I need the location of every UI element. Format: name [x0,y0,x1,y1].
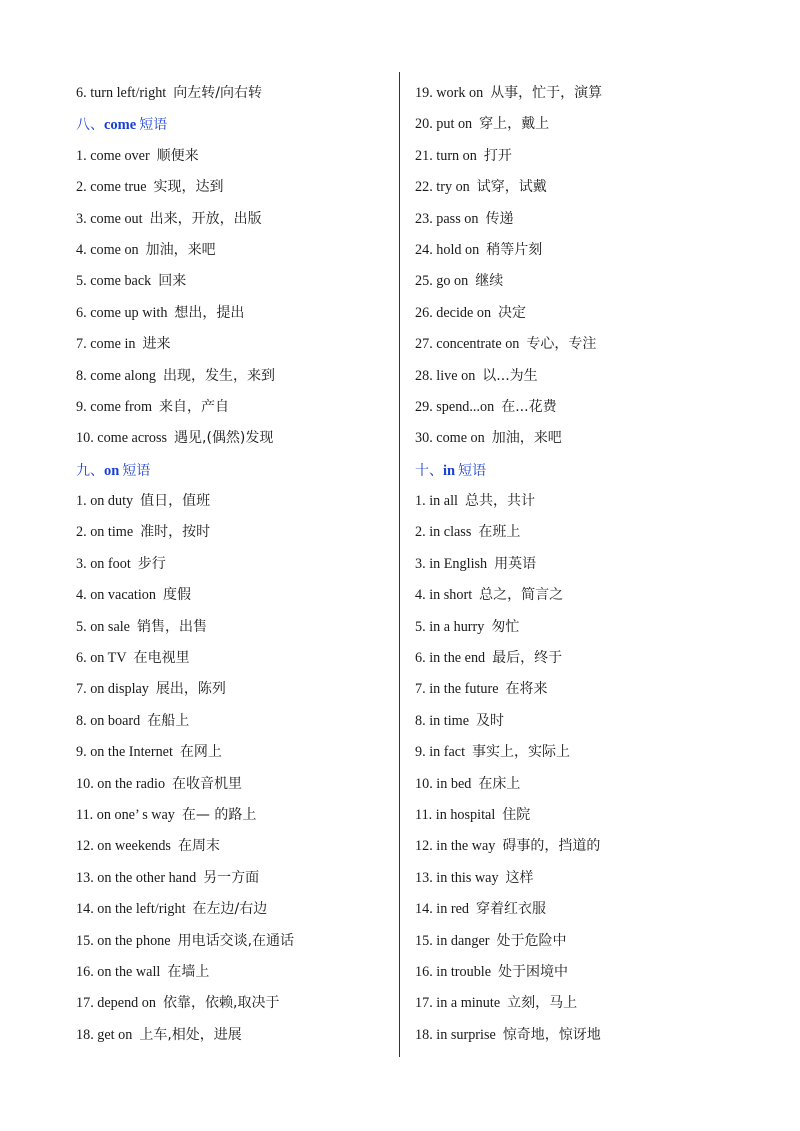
phrase-item [415,109,785,140]
phrase-en: 27. concentrate on [415,336,520,353]
phrase-zh: 加油，来吧 [491,430,562,447]
phrase-zh: 决定 [498,304,527,321]
phrase-zh: 在— 的路上 [181,806,257,823]
phrase-en: 19. work on [415,85,484,101]
section-heading-on [76,455,394,486]
phrase-zh: 以...为生 [482,367,538,384]
phrase-item [76,235,394,266]
phrase-zh: 在将来 [505,681,548,698]
phrase-zh: 专心，专注 [526,336,597,353]
phrase-zh: 继续 [475,273,504,290]
phrase-item [76,706,394,737]
heading-keyword: on [104,462,120,479]
phrase-en: 11. on one’ s way [76,806,175,823]
phrase-item [415,298,785,329]
phrase-item [415,266,785,297]
phrase-item [415,988,785,1019]
phrase-zh: 步行 [137,555,166,572]
phrase-item [415,894,785,925]
phrase-zh: 另一方面 [203,869,260,886]
phrase-en: 11. in hospital [415,806,496,823]
phrase-item [76,580,394,611]
phrase-en: 6. turn left/right [76,85,167,101]
phrase-item [415,361,785,392]
phrase-zh: 碍事的，挡道的 [502,838,601,855]
phrase-en: 13. on the other hand [76,869,197,886]
phrase-item [415,423,785,454]
phrase-en: 15. on the phone [76,932,171,949]
phrase-item [415,957,785,988]
phrase-zh: 想出，提出 [174,304,245,321]
phrase-zh: 从事，忙于，演算 [490,85,603,101]
phrase-item [76,298,394,329]
phrase-item [76,172,394,203]
heading-keyword: come [104,117,137,134]
in-phrase-list [415,486,785,1051]
phrase-item [76,392,394,423]
phrase-en: 3. on foot [76,555,131,572]
phrase-zh: 销售，出售 [136,618,207,635]
phrase-en: 8. on board [76,712,141,729]
phrase-item [415,549,785,580]
phrase-en: 5. in a hurry [415,618,485,635]
on-phrase-list-continued [415,78,785,455]
phrase-en: 6. in the end [415,650,486,667]
phrase-item [76,863,394,894]
heading-label: 短语 [139,117,168,134]
heading-number: 十、 [415,462,443,479]
phrase-zh: 在船上 [147,712,190,729]
phrase-en: 26. decide on [415,304,492,321]
phrase-item [415,486,785,517]
phrase-zh: 事实上，实际上 [472,744,571,761]
column-divider [399,72,400,1057]
phrase-item [76,423,394,454]
phrase-en: 25. go on [415,273,469,290]
phrase-zh: 遇见,(偶然)发现 [174,430,274,447]
phrase-item [76,643,394,674]
phrase-item [415,769,785,800]
phrase-item [76,204,394,235]
phrase-zh: 向左转/向右转 [173,85,262,101]
phrase-item [415,235,785,266]
phrase-zh: 展出，陈列 [155,681,226,698]
phrase-zh: 依靠，依赖,取决于 [163,995,280,1012]
heading-number: 九、 [76,462,104,479]
phrase-item [415,643,785,674]
phrase-zh: 穿上，戴上 [479,116,550,133]
phrase-en: 28. live on [415,367,476,384]
phrase-item [76,894,394,925]
phrase-en: 17. in a minute [415,995,501,1012]
phrase-item [415,517,785,548]
phrase-en: 1. come over [76,147,150,164]
phrase-zh: 处于困境中 [498,963,569,980]
phrase-zh: 在左边/右边 [192,901,268,918]
phrase-zh: 在班上 [478,524,521,541]
phrase-en: 7. on display [76,681,149,698]
phrase-zh: 上车,相处，进展 [139,1026,242,1043]
phrase-item [76,266,394,297]
phrase-en: 7. in the future [415,681,499,698]
phrase-en: 3. in English [415,555,488,572]
phrase-item [415,172,785,203]
section-heading-in [415,455,785,486]
phrase-zh: 匆忙 [491,618,520,635]
phrase-en: 1. on duty [76,493,134,510]
phrase-en: 17. depend on [76,995,156,1012]
phrase-zh: 稍等片刻 [486,241,543,258]
phrase-en: 9. on the Internet [76,744,173,761]
phrase-item [76,769,394,800]
phrase-zh: 在周末 [177,838,220,855]
phrase-zh: 试穿，试戴 [476,179,547,196]
phrase-zh: 实现，达到 [153,179,224,196]
phrase-en: 10. come across [76,430,168,447]
phrase-en: 16. on the wall [76,963,161,980]
left-lead-list [76,78,394,109]
phrase-en: 24. hold on [415,241,480,258]
phrase-en: 5. on sale [76,618,130,635]
phrase-en: 2. come true [76,179,147,196]
phrase-zh: 打开 [483,147,512,164]
section-heading-come [76,109,394,140]
phrase-zh: 出现，发生，来到 [162,367,275,384]
phrase-en: 20. put on [415,116,473,133]
phrase-en: 23. pass on [415,210,479,227]
phrase-item [415,1020,785,1051]
phrase-en: 14. in red [415,901,469,918]
phrase-item [76,988,394,1019]
phrase-item [415,580,785,611]
phrase-en: 16. in trouble [415,963,492,980]
phrase-item [76,549,394,580]
on-phrase-list [76,486,394,1051]
heading-number: 八、 [76,117,104,134]
phrase-item [415,926,785,957]
phrase-item [76,361,394,392]
phrase-zh: 用电话交谈,在通话 [177,932,295,949]
phrase-zh: 穿着红衣服 [475,901,546,918]
phrase-zh: 处于危险中 [496,932,567,949]
phrase-zh: 在墙上 [167,963,210,980]
phrase-en: 8. in time [415,712,469,729]
phrase-item [415,800,785,831]
phrase-item [415,863,785,894]
phrase-zh: 及时 [476,712,504,729]
phrase-zh: 总之，简言之 [479,587,564,604]
phrase-zh: 回来 [158,273,187,290]
phrase-zh: 在网上 [179,744,222,761]
phrase-en: 10. in bed [415,775,472,792]
phrase-zh: 住院 [502,806,531,823]
phrase-zh: 立刻，马上 [507,995,578,1012]
phrase-en: 2. in class [415,524,472,541]
phrase-item [76,674,394,705]
phrase-item [415,737,785,768]
phrase-item [415,141,785,172]
come-phrase-list [76,141,394,455]
phrase-en: 29. spend...on [415,398,495,415]
phrase-zh: 用英语 [494,555,537,572]
phrase-zh: 在电视里 [133,650,190,667]
phrase-item [76,831,394,862]
phrase-en: 3. come out [76,210,143,227]
phrase-item [415,674,785,705]
phrase-zh: 最后，终于 [492,650,563,667]
phrase-zh: 在...花费 [501,398,557,415]
phrase-en: 6. on TV [76,650,127,667]
phrase-item [415,78,785,109]
phrase-en: 9. in fact [415,744,466,761]
phrase-zh: 度假 [162,587,191,604]
phrase-item [415,204,785,235]
phrase-en: 21. turn on [415,147,477,164]
phrase-en: 2. on time [76,524,134,541]
phrase-item [76,517,394,548]
phrase-en: 4. in short [415,587,473,604]
phrase-zh: 顺便来 [156,147,199,164]
phrase-item [76,612,394,643]
phrase-en: 5. come back [76,273,152,290]
phrase-zh: 这样 [505,869,534,886]
phrase-zh: 在收音机里 [172,775,243,792]
heading-label: 短语 [458,462,487,479]
phrase-item [415,329,785,360]
phrase-en: 9. come from [76,398,153,415]
phrase-item [415,831,785,862]
phrase-zh: 值日，值班 [140,493,211,510]
phrase-item [76,329,394,360]
phrase-zh: 在床上 [478,775,521,792]
phrase-en: 30. come on [415,430,485,447]
phrase-item [76,141,394,172]
phrase-item [415,612,785,643]
phrase-item [415,392,785,423]
phrase-en: 12. on weekends [76,838,171,855]
phrase-en: 15. in danger [415,932,490,949]
phrase-item [415,706,785,737]
phrase-en: 22. try on [415,179,470,196]
phrase-en: 7. come in [76,336,136,353]
phrase-en: 4. come on [76,241,139,258]
phrase-item [76,737,394,768]
right-column [415,78,785,1051]
phrase-en: 8. come along [76,367,156,384]
phrase-item [76,1020,394,1051]
phrase-en: 14. on the left/right [76,901,186,918]
phrase-en: 12. in the way [415,838,496,855]
phrase-item [76,78,394,109]
phrase-en: 18. get on [76,1026,133,1043]
phrase-zh: 总共，共计 [464,493,535,510]
phrase-zh: 传递 [485,210,514,227]
left-column [76,78,394,1051]
phrase-zh: 加油，来吧 [145,241,216,258]
phrase-en: 10. on the radio [76,775,166,792]
heading-keyword: in [443,462,456,479]
phrase-en: 4. on vacation [76,587,156,604]
phrase-zh: 出来，开放，出版 [149,210,262,227]
phrase-en: 6. come up with [76,304,168,321]
phrase-zh: 进来 [142,336,171,353]
phrase-zh: 来自，产自 [159,398,230,415]
phrase-en: 1. in all [415,493,458,510]
phrase-item [76,486,394,517]
phrase-item [76,957,394,988]
phrase-zh: 准时，按时 [140,524,211,541]
phrase-en: 18. in surprise [415,1026,496,1043]
phrase-zh: 惊奇地，惊讶地 [502,1026,601,1043]
phrase-item [76,926,394,957]
phrase-en: 13. in this way [415,869,499,886]
phrase-item [76,800,394,831]
heading-label: 短语 [122,462,151,479]
